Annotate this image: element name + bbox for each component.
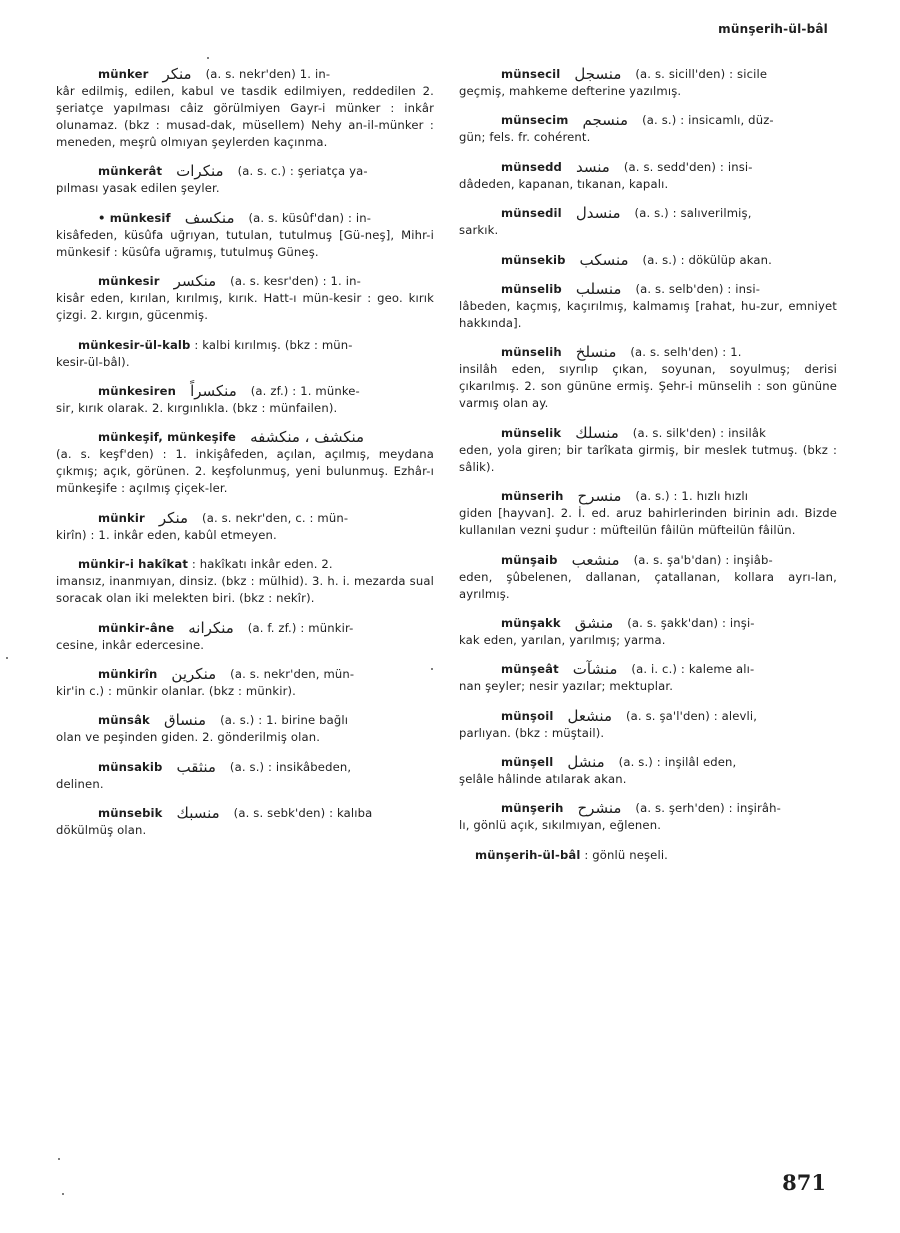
entry-arabic-script: منكرين bbox=[171, 664, 217, 683]
entry-first-line bbox=[56, 759, 434, 776]
entry-arabic-script: منكسر bbox=[173, 272, 217, 291]
entry-definition-start: (a. s. sedd'den) : insi- bbox=[623, 159, 753, 174]
left-column bbox=[56, 66, 434, 851]
entry-first-line bbox=[56, 66, 434, 83]
entry-headword: münşakk bbox=[501, 615, 561, 630]
entry-definition-start: (a. s.) : inşilâl eden, bbox=[618, 755, 737, 770]
scan-speck bbox=[431, 668, 433, 670]
entry-definition: giden [hayvan]. 2. İ. ed. aruz bahirlerinden birinin adı. Bizde kullanılan vezni şudur : müfteilün fâilün müfteilün fâilün. bbox=[459, 506, 837, 538]
dictionary-entry bbox=[459, 847, 837, 864]
entry-arabic-script: منكر bbox=[158, 508, 189, 527]
entry-arabic-script: منشق bbox=[574, 613, 614, 632]
entry-definition: eden, yola giren; bir tarîkata girmiş, bir meslek tutmuş. (bkz : sâlik). bbox=[459, 442, 837, 474]
entry-first-line bbox=[459, 708, 837, 725]
dictionary-entry bbox=[56, 337, 434, 371]
entry-headword: münsâk bbox=[98, 713, 150, 728]
entry-first-line bbox=[56, 163, 434, 180]
entry-first-line bbox=[56, 666, 434, 683]
dictionary-entry bbox=[56, 510, 434, 544]
entry-definition-start: (a. s.) : 1. birine bağlı bbox=[220, 713, 349, 728]
dictionary-entry bbox=[459, 66, 837, 100]
entry-arabic-script: منسكب bbox=[579, 250, 629, 269]
entry-definition-start: (a. zf.) : 1. münke- bbox=[250, 383, 360, 398]
entry-first-line bbox=[459, 205, 837, 222]
entry-headword: münkerât bbox=[98, 164, 163, 179]
scan-speck bbox=[62, 1193, 64, 1195]
entry-arabic-script: منكسراً bbox=[190, 381, 237, 400]
entry-definition-start: (a. s. kesr'den) : 1. in- bbox=[230, 274, 361, 289]
entry-first-line bbox=[459, 800, 837, 817]
entry-definition: kisâr eden, kırılan, kırılmış, kırık. Hatt-ı mün-kesir : geo. kırık çizgi. 2. kırgın, gücenmiş. bbox=[56, 291, 434, 323]
entry-headword: münselib bbox=[501, 281, 562, 296]
entry-arabic-script: منشعب bbox=[571, 550, 620, 569]
entry-headword: münşeât bbox=[501, 662, 559, 677]
entry-definition: şelâle hâlinde atılarak akan. bbox=[459, 772, 627, 787]
entry-definition-start: (a. s. silk'den) : insilâk bbox=[632, 425, 766, 440]
entry-headword: münsakib bbox=[98, 759, 163, 774]
entry-definition-start: (a. s. selb'den) : insi- bbox=[635, 281, 761, 296]
entry-arabic-script: منكرات bbox=[176, 162, 224, 181]
dictionary-entry bbox=[459, 159, 837, 193]
dictionary-entry bbox=[56, 66, 434, 151]
entry-definition-start: : kalbi kırılmış. (bkz : mün- bbox=[194, 337, 353, 352]
entry-definition: kesir-ül-bâl). bbox=[56, 354, 130, 369]
entry-definition-start: (a. s. şa'l'den) : alevli, bbox=[626, 708, 758, 723]
entry-definition: pılması yasak edilen şeyler. bbox=[56, 181, 220, 196]
entry-definition: kâr edilmiş, edilen, kabul ve tasdik edilmiyen, reddedilen 2. şeriatçe yapılması câiz görülmiyen Gayr-i münker : inkâr olunamaz. (bkz : musad-dak, müsellem) Nehy an-il-münker : meneden, meşrû olmıyan şeylerden kaçınma. bbox=[56, 84, 434, 149]
entry-arabic-script: منسد bbox=[576, 157, 610, 176]
entry-arabic-script: منكر bbox=[162, 65, 192, 83]
entry-arabic-script: منكسف bbox=[184, 208, 235, 227]
entry-definition: olan ve peşinden giden. 2. gönderilmiş olan. bbox=[56, 730, 321, 745]
entry-arabic-script: منسرح bbox=[577, 487, 622, 506]
entry-headword: münkesir bbox=[98, 274, 160, 289]
entry-first-line bbox=[56, 510, 434, 527]
entry-first-line bbox=[56, 712, 434, 729]
entry-first-line bbox=[459, 252, 837, 269]
dictionary-entry bbox=[56, 712, 434, 746]
entry-definition: kirîn) : 1. inkâr eden, kabûl etmeyen. bbox=[56, 527, 277, 542]
entry-first-line bbox=[459, 425, 837, 442]
entry-headword: münkirîn bbox=[98, 666, 158, 681]
entry-definition: kak eden, yarılan, yarılmış; yarma. bbox=[459, 632, 666, 647]
entry-definition-start: (a. s.) : 1. hızlı hızlı bbox=[635, 489, 749, 504]
entry-arabic-script: منسبك bbox=[176, 804, 220, 823]
entry-definition: delinen. bbox=[56, 776, 104, 791]
entry-first-line bbox=[56, 805, 434, 822]
entry-definition-start: (a. s.) : dökülüp akan. bbox=[642, 252, 773, 267]
entry-first-line bbox=[56, 337, 434, 354]
entry-definition: geçmiş, mahkeme defterine yazılmış. bbox=[459, 84, 682, 98]
entry-headword: münsebik bbox=[98, 806, 163, 821]
entry-first-line bbox=[459, 281, 837, 298]
dictionary-entry bbox=[56, 383, 434, 417]
entry-definition-start: (a. s. nekr'den) 1. in- bbox=[205, 67, 331, 81]
entry-definition-start: (a. s. nekr'den, c. : mün- bbox=[202, 510, 349, 525]
running-head: münşerih-ül-bâl bbox=[718, 22, 828, 36]
entry-definition: (a. s. keşf'den) : 1. inkişâfeden, açılan, açılmış, meydana çıkmış; açık, görünen. 2. keşfolunmuş, yeni bulunmuş. Ezhâr-ı münkeşife : açılmış çiçek-ler. bbox=[56, 447, 434, 496]
dictionary-entry bbox=[56, 273, 434, 324]
entry-headword: münsekib bbox=[501, 252, 566, 267]
entry-definition: sir, kırık olarak. 2. kırgınlıkla. (bkz : münfailen). bbox=[56, 400, 338, 415]
entry-first-line bbox=[459, 159, 837, 176]
entry-headword: münsecil bbox=[501, 67, 561, 81]
entry-first-line bbox=[459, 112, 837, 129]
entry-headword: münkesir-ül-kalb bbox=[78, 337, 191, 352]
entry-headword: münşerih-ül-bâl bbox=[475, 847, 581, 862]
dictionary-entry bbox=[56, 163, 434, 197]
dictionary-entry bbox=[56, 805, 434, 839]
entry-arabic-script: منسلخ bbox=[575, 343, 617, 362]
entry-first-line bbox=[459, 488, 837, 505]
entry-arabic-script: منكشف ، منكشفه bbox=[250, 428, 365, 447]
dictionary-entry bbox=[56, 666, 434, 700]
entry-arabic-script: منسجل bbox=[574, 65, 622, 83]
scan-speck bbox=[6, 657, 8, 659]
dictionary-entry bbox=[459, 425, 837, 476]
entry-definition: imansız, inanmıyan, dinsiz. (bkz : mülhid). 3. h. i. mezarda sual soracak olan iki melekten biri. (bkz : nekîr). bbox=[56, 574, 434, 606]
dictionary-entry bbox=[56, 759, 434, 793]
entry-definition-start: (a. s.) : insikâbeden, bbox=[229, 759, 352, 774]
entry-headword: münkir bbox=[98, 510, 145, 525]
entry-headword: münselih bbox=[501, 345, 562, 360]
entry-definition: lâbeden, kaçmış, kaçırılmış, kalmamış [rahat, hu-zur, emniyet hakkında]. bbox=[459, 298, 837, 330]
dictionary-entry bbox=[459, 661, 837, 695]
entry-definition-start: (a. s. c.) : şeriatça ya- bbox=[237, 164, 368, 179]
entry-headword: münkesiren bbox=[98, 383, 177, 398]
dictionary-entry bbox=[459, 112, 837, 146]
scan-speck bbox=[207, 57, 209, 59]
entry-first-line bbox=[459, 552, 837, 569]
entry-headword: münşell bbox=[501, 755, 554, 770]
entry-arabic-script: منشعل bbox=[567, 706, 612, 725]
entry-definition-start: (a. s. şerh'den) : inşirâh- bbox=[635, 801, 782, 816]
entry-headword: münkir-i hakîkat bbox=[78, 557, 189, 572]
entry-definition-start: (a. i. c.) : kaleme alı- bbox=[631, 662, 755, 677]
entry-first-line bbox=[56, 620, 434, 637]
page-number: 871 bbox=[782, 1170, 826, 1195]
entry-definition: kir'in c.) : münkir olanlar. (bkz : münkir). bbox=[56, 683, 297, 698]
entry-headword: münşoil bbox=[501, 708, 554, 723]
entry-definition-start: (a. f. zf.) : münkir- bbox=[247, 620, 354, 635]
entry-arabic-script: منثقب bbox=[176, 757, 216, 776]
dictionary-entry bbox=[459, 488, 837, 539]
entry-arabic-script: منشرح bbox=[577, 799, 622, 818]
entry-first-line bbox=[459, 754, 837, 771]
entry-definition-start: (a. s. küsûf'dan) : in- bbox=[248, 210, 372, 225]
entry-definition: eden, şûbelenen, dallanan, çatallanan, kollara ayrı-lan, ayrılmış. bbox=[459, 569, 837, 601]
dictionary-entry bbox=[459, 205, 837, 239]
entry-first-line bbox=[56, 383, 434, 400]
dictionary-entry bbox=[56, 556, 434, 607]
entry-headword: münserih bbox=[501, 489, 564, 504]
entry-first-line bbox=[56, 556, 434, 573]
entry-definition: kisâfeden, küsûfa uğrıyan, tutulan, tutulmuş [Gü-neş], Mihr-i münkesif : küsûfa uğramış, tutulmuş Güneş. bbox=[56, 227, 434, 259]
entry-definition: dökülmüş olan. bbox=[56, 823, 147, 838]
entry-definition: sarkık. bbox=[459, 223, 499, 238]
entry-first-line bbox=[459, 344, 837, 361]
entry-definition-start: (a. s.) : salıverilmiş, bbox=[634, 206, 752, 221]
dictionary-entry bbox=[459, 281, 837, 332]
entry-definition: cesine, inkâr edercesine. bbox=[56, 637, 205, 652]
dictionary-entry bbox=[459, 708, 837, 742]
entry-headword: münşerih bbox=[501, 801, 564, 816]
dictionary-entry bbox=[459, 252, 837, 269]
entry-first-line bbox=[459, 847, 837, 864]
entry-definition-start: (a. s.) : insicamlı, düz- bbox=[642, 113, 774, 128]
entry-definition-start: (a. s. şa'b'dan) : inşiâb- bbox=[633, 552, 773, 567]
entry-definition: lı, gönlü açık, sıkılmıyan, eğlenen. bbox=[459, 818, 662, 833]
entry-definition-start: (a. s. şakk'dan) : inşi- bbox=[627, 615, 755, 630]
entry-headword: münşaib bbox=[501, 552, 558, 567]
entry-definition: gün; fels. fr. cohérent. bbox=[459, 130, 591, 145]
entry-headword: münselik bbox=[501, 425, 562, 440]
entry-arabic-script: منشآت bbox=[572, 660, 618, 679]
entry-headword: münsecim bbox=[501, 113, 569, 128]
scan-speck bbox=[58, 1158, 60, 1160]
dictionary-entry bbox=[459, 754, 837, 788]
entry-arabic-script: منشل bbox=[567, 753, 605, 772]
entry-definition-start: (a. s. sebk'den) : kalıba bbox=[233, 806, 373, 821]
entry-arabic-script: منساق bbox=[163, 711, 207, 730]
entry-definition: nan şeyler; nesir yazılar; mektuplar. bbox=[459, 679, 674, 694]
entry-first-line bbox=[459, 661, 837, 678]
entry-definition-start: (a. s. sicill'den) : sicile bbox=[635, 67, 768, 81]
entry-headword: münker bbox=[98, 67, 149, 81]
entry-definition: parlıyan. (bkz : müştail). bbox=[459, 725, 605, 740]
entry-arabic-script: منسدل bbox=[575, 204, 621, 223]
entry-first-line bbox=[56, 273, 434, 290]
dictionary-entry bbox=[459, 800, 837, 834]
entry-headword: münkir-âne bbox=[98, 620, 175, 635]
entry-arabic-script: منسلك bbox=[575, 423, 619, 442]
dictionary-entry bbox=[459, 344, 837, 412]
entry-definition: dâdeden, kapanan, tıkanan, kapalı. bbox=[459, 176, 669, 191]
entry-headword: münsedil bbox=[501, 206, 562, 221]
entry-headword: • münkesif bbox=[98, 210, 171, 225]
entry-headword: münsedd bbox=[501, 159, 563, 174]
entry-definition-start: : hakîkatı inkâr eden. 2. bbox=[191, 557, 333, 572]
entry-first-line bbox=[459, 66, 837, 83]
entry-definition-start: (a. s. nekr'den, mün- bbox=[230, 666, 355, 681]
dictionary-entry bbox=[459, 615, 837, 649]
entry-first-line bbox=[56, 429, 434, 446]
dictionary-entry bbox=[56, 210, 434, 261]
entry-arabic-script: منسلب bbox=[575, 279, 622, 298]
entry-first-line bbox=[56, 210, 434, 227]
entry-arabic-script: منسجم bbox=[582, 111, 629, 130]
entry-definition-start: (a. s. selh'den) : 1. bbox=[630, 345, 742, 360]
entry-headword: münkeşif, münkeşife bbox=[98, 430, 237, 445]
entry-definition-start: : gönlü neşeli. bbox=[584, 847, 669, 862]
right-column bbox=[459, 66, 837, 876]
entry-arabic-script: منكرانه bbox=[188, 618, 234, 637]
dictionary-entry bbox=[459, 552, 837, 603]
dictionary-entry bbox=[56, 429, 434, 497]
entry-definition: insilâh eden, sıyrılıp çıkan, soyunan, soyulmuş; derisi çıkarılmış. 2. son gününe ermiş. Şehr-i münselih : son gününe varmış olan ay. bbox=[459, 362, 837, 411]
dictionary-entry bbox=[56, 620, 434, 654]
entry-first-line bbox=[459, 615, 837, 632]
